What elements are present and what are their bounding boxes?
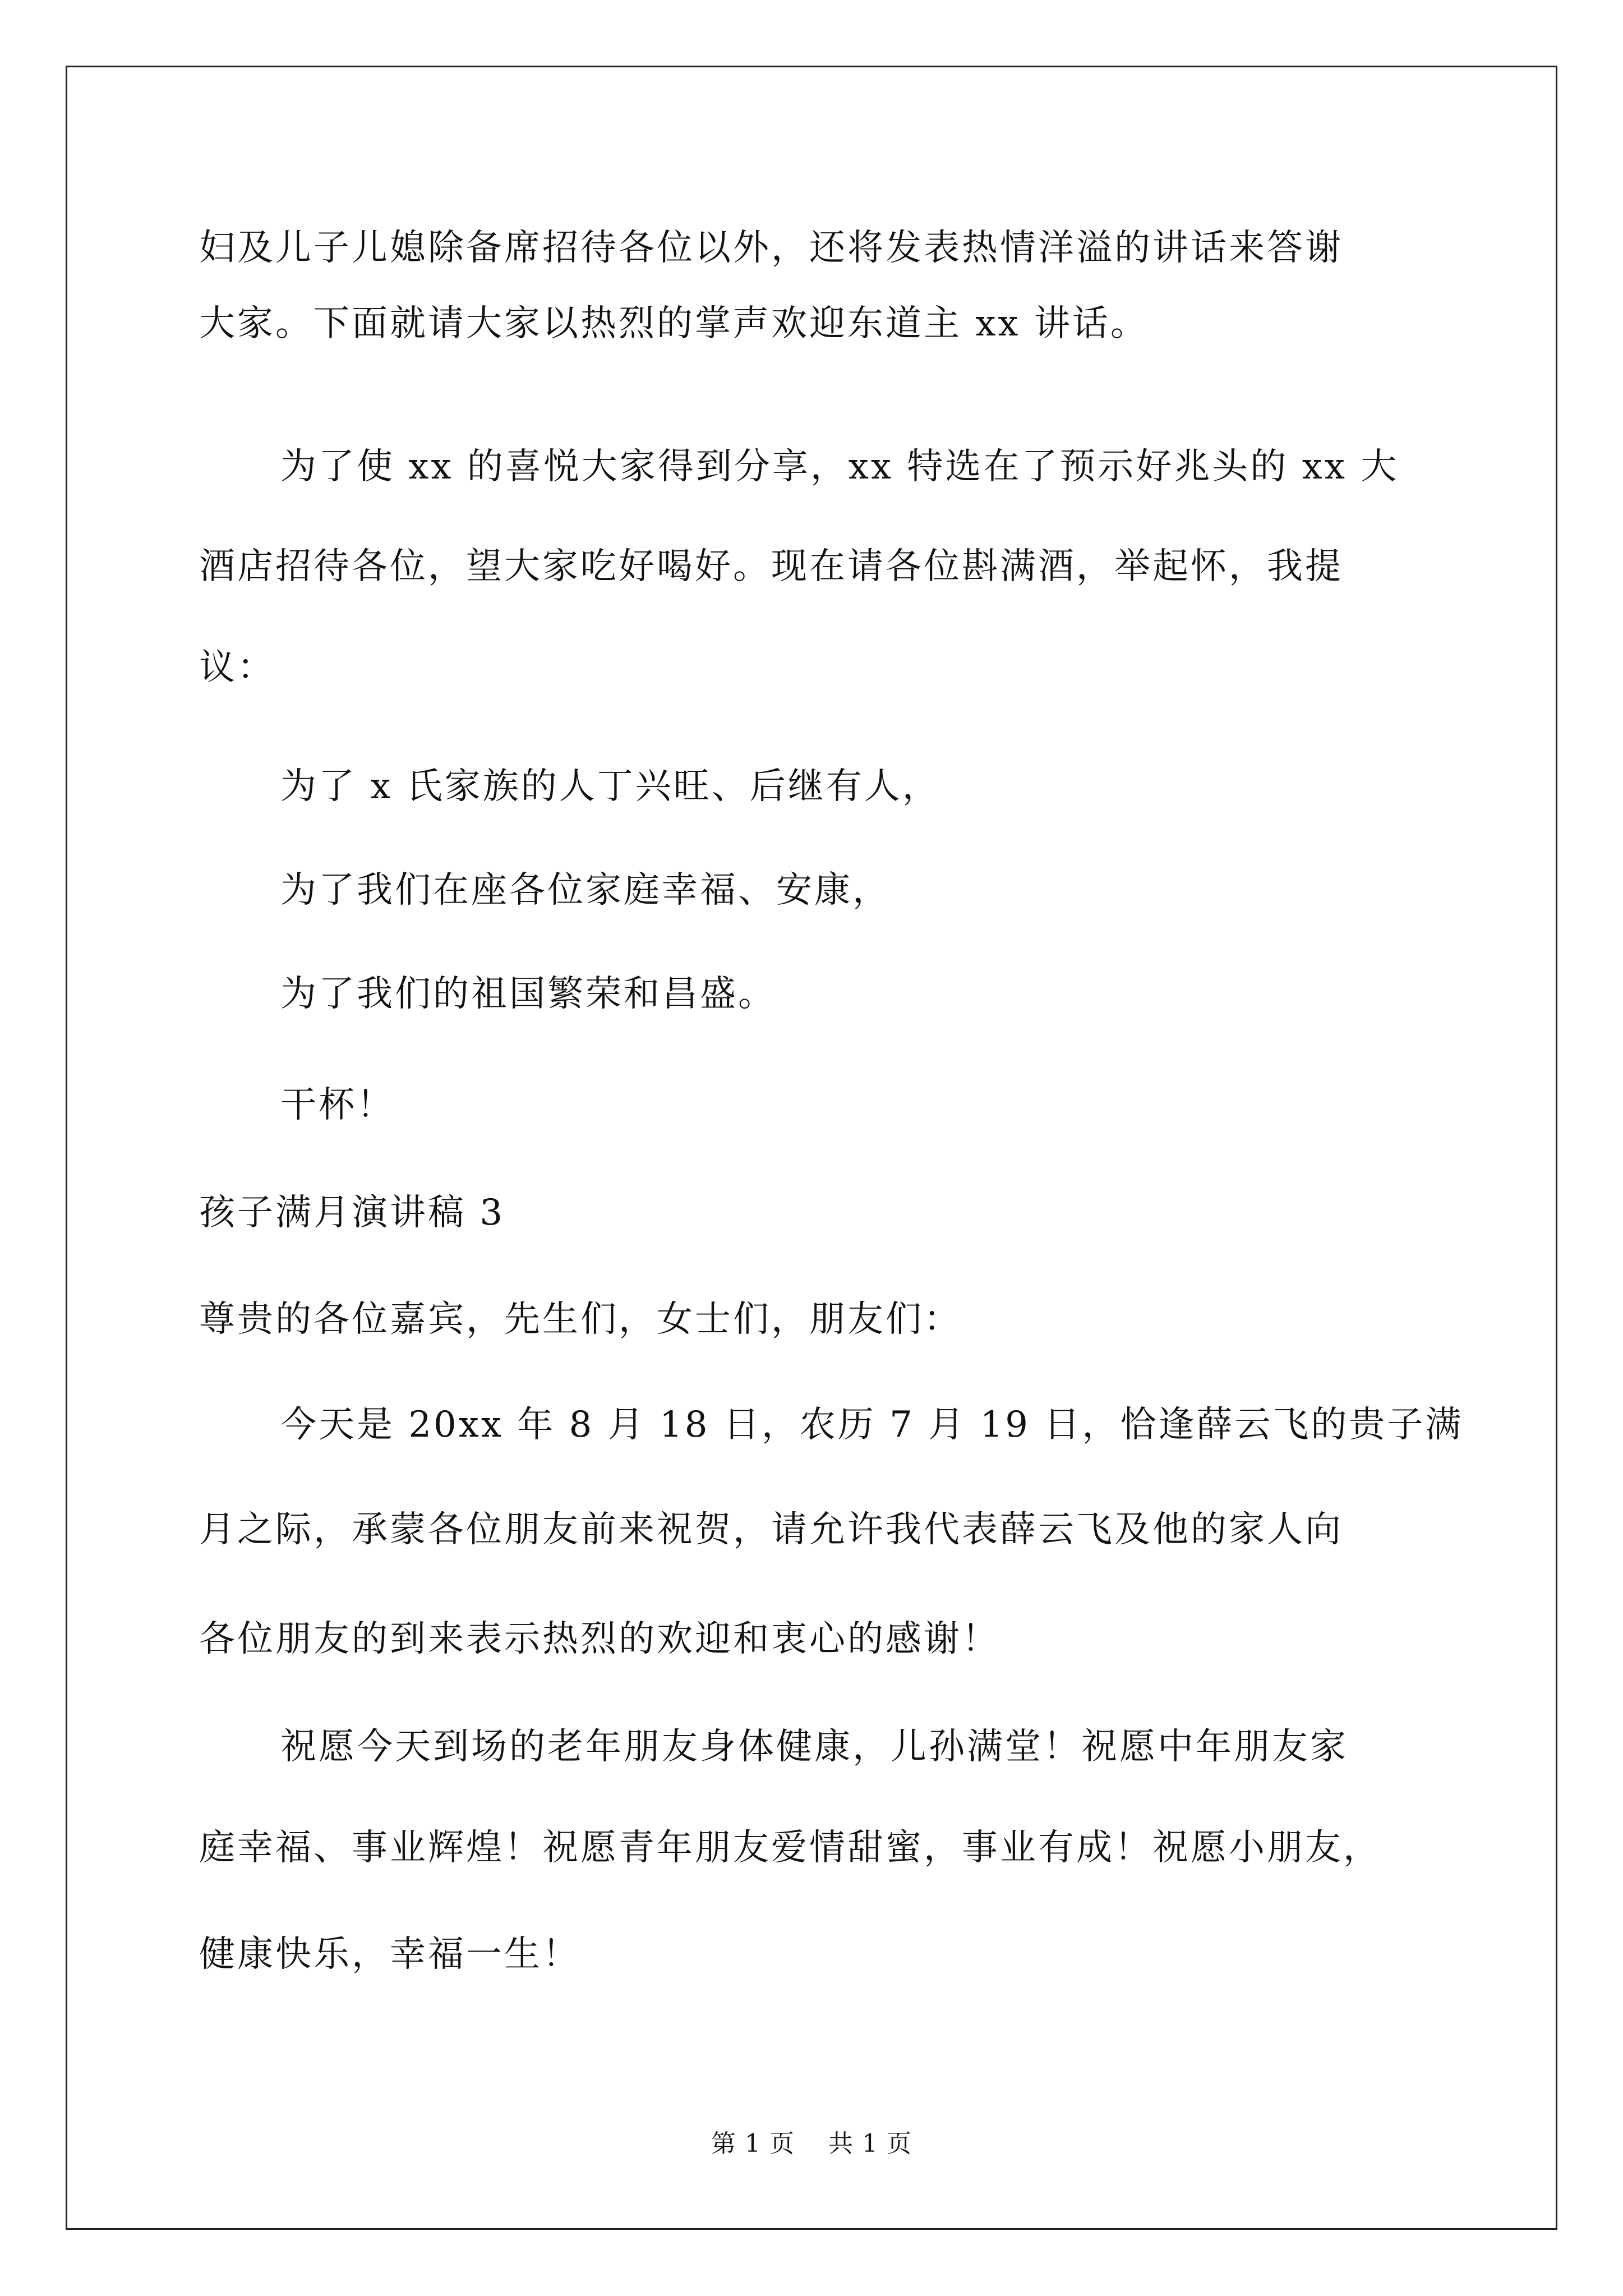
page-footer — [0, 2129, 1623, 2158]
page-total: 共 1 页 — [828, 2129, 912, 2158]
text-line: 为了使 xx 的喜悦大家得到分享，xx 特选在了预示好兆头的 xx 大 — [280, 446, 1399, 487]
text-line: 为了我们在座各位家庭幸福、安康， — [280, 869, 891, 911]
text-line: 议： — [199, 647, 275, 688]
text-line: 酒店招待各位，望大家吃好喝好。现在请各位斟满酒，举起怀，我提 — [199, 546, 1343, 587]
text-line: 祝愿今天到场的老年朋友身体健康，儿孙满堂！祝愿中年朋友家 — [280, 1726, 1348, 1768]
text-line: 月之际，承蒙各位朋友前来祝贺，请允许我代表薛云飞及他的家人向 — [199, 1509, 1343, 1550]
text-line: 各位朋友的到来表示热烈的欢迎和衷心的感谢！ — [199, 1618, 1000, 1660]
page-number: 第 1 页 — [711, 2129, 795, 2158]
text-line: 庭幸福、事业辉煌！祝愿青年朋友爱情甜蜜，事业有成！祝愿小朋友， — [199, 1827, 1381, 1869]
section-heading: 孩子满月演讲稿 3 — [199, 1192, 505, 1234]
text-line: 干杯！ — [280, 1084, 395, 1126]
greeting-line: 尊贵的各位嘉宾，先生们，女士们，朋友们： — [199, 1299, 962, 1340]
text-line: 大家。下面就请大家以热烈的掌声欢迎东道主 xx 讲话。 — [199, 303, 1149, 344]
text-line: 今天是 20xx 年 8 月 18 日，农历 7 月 19 日，恰逢薛云飞的贵子满 — [280, 1404, 1464, 1446]
page-frame — [66, 66, 1557, 2230]
text-line: 为了 x 氏家族的人丁兴旺、后继有人， — [280, 766, 940, 807]
text-line: 妇及儿子儿媳除备席招待各位以外，还将发表热情洋溢的讲话来答谢 — [199, 227, 1343, 269]
text-line: 健康快乐，幸福一生！ — [199, 1934, 580, 1975]
text-line: 为了我们的祖国繁荣和昌盛。 — [280, 973, 776, 1015]
